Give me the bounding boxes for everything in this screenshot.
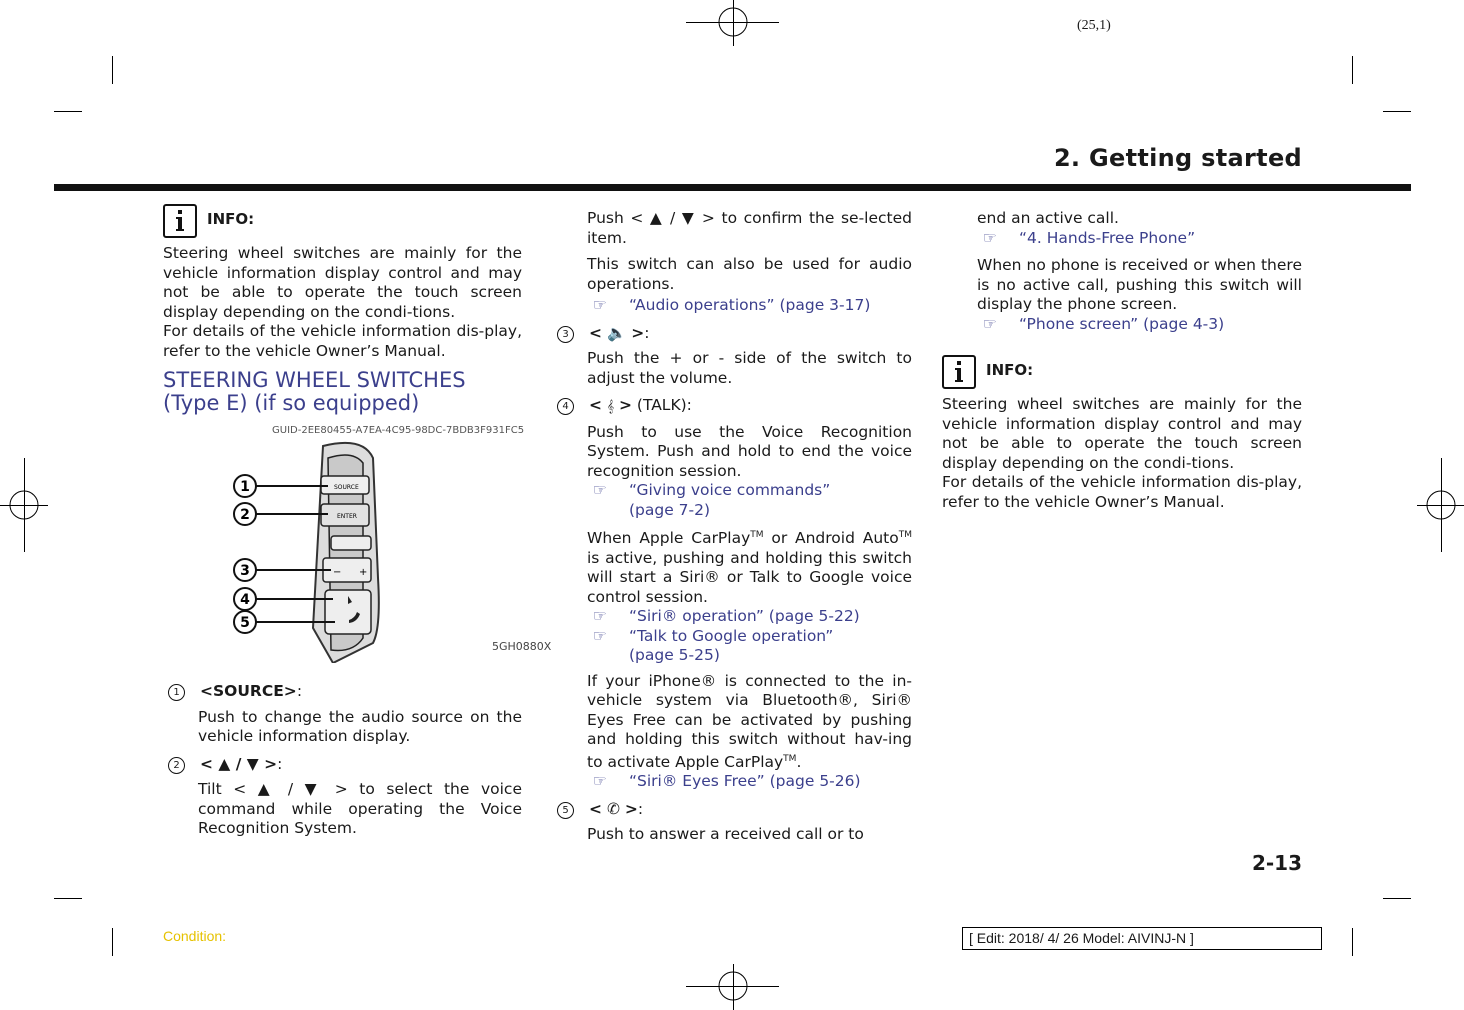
ref-text: “Siri® operation” (page 5-22) [629,607,860,626]
page-reference: (25,1) [1077,18,1111,33]
number-badge: 5 [557,802,574,819]
page-number: 2-13 [1251,851,1302,875]
list-item-4 [562,396,912,417]
item-description: Push to change the audio source on the vehicle information display. [198,707,522,745]
pointing-hand-icon: ☞ [593,296,607,314]
info-text: Steering wheel switches are mainly for the vehicle information display control and may not be able to operate the touch screen display depending on the condi-tions. [163,244,522,321]
info-text: For details of the vehicle information dis-play, refer to the vehicle Owner’s Manual. [942,473,1302,511]
paragraph: Push < ▲ / ▼ > to confirm the se-lected item. [587,209,912,247]
pointing-hand-icon: ☞ [983,228,997,247]
list-item-5 [562,799,912,820]
condition-label: Condition: [163,928,227,944]
item-description: Tilt < ▲ / ▼ > to select the voice command while operating the Voice Recognition System. [198,780,522,837]
right-column [977,209,1302,342]
paragraph: When Apple CarPlay™ or Android Auto™ is active, pushing and holding this switch will start a Siri® or Talk to Google voice control session. [587,529,912,606]
svg-text:5: 5 [240,615,250,631]
cross-reference[interactable] [587,627,912,666]
talk-icon: 𝄞 [606,399,615,413]
right-info-block [942,355,1302,512]
paragraph: When no phone is received or when there is no active call, pushing this switch will display the phone screen. [977,256,1302,313]
cross-reference[interactable] [587,296,912,316]
pointing-hand-icon: ☞ [593,481,607,499]
item-description: Push the + or - side of the switch to adjust the volume. [587,349,912,387]
item-suffix: : [296,682,303,700]
paragraph: This switch can also be used for audio operations. [587,255,912,293]
section-heading: STEERING WHEEL SWITCHES (Type E) (if so equipped) [163,368,466,415]
left-column [163,204,522,415]
item-label: < [589,799,602,818]
item-label: < [589,396,602,414]
ref-page: (page 5-25) [629,646,720,665]
ref-text: “Audio operations” (page 3-17) [629,296,871,314]
item-suffix: : [277,754,283,773]
number-badge: 1 [168,684,185,701]
list-item-3 [562,323,912,344]
svg-text:3: 3 [240,563,250,579]
list-item-2 [173,754,522,775]
cross-reference[interactable] [977,315,1302,335]
number-badge: 4 [557,398,574,415]
section-title: 2. Getting started [1053,144,1302,172]
number-badge: 3 [557,326,574,343]
ref-page: (page 7-2) [629,500,711,519]
item-label: <SOURCE> [200,682,297,700]
edit-info: [ Edit: 2018/ 4/ 26 Model: AIVINJ-N ] [962,927,1322,950]
ref-text: “Phone screen” (page 4-3) [1019,314,1225,333]
pointing-hand-icon: ☞ [983,314,997,333]
cross-reference[interactable] [587,772,912,792]
svg-text:2: 2 [240,507,250,523]
item-description: Push to use the Voice Recognition System. Push and hold to end the voice recognition session. [587,422,912,480]
item-suffix: : [644,323,650,342]
left-items [173,674,522,846]
svg-text:1: 1 [240,479,250,495]
phone-icon: ✆ [606,799,620,818]
volume-icon: 🔈 [606,323,627,342]
ref-text: “Siri® Eyes Free” (page 5-26) [629,772,861,791]
middle-column [562,209,912,852]
figure-label-source: SOURCE [334,484,359,491]
pointing-hand-icon: ☞ [593,607,607,626]
item-description: Push to answer a received call or to [587,825,864,844]
info-label: INFO: [986,361,1034,379]
item-label: < ▲ / ▼ > [200,754,278,773]
info-block [163,204,522,238]
figure-label-plus: + [359,567,368,578]
ref-text: “Talk to Google operation” [629,626,834,645]
pointing-hand-icon: ☞ [593,626,607,645]
cross-reference[interactable] [587,607,912,627]
paragraph: end an active call. [977,209,1119,227]
list-item-1 [173,682,522,702]
ref-text: “4. Hands-Free Phone” [1019,228,1196,247]
header-rule [54,184,1411,191]
info-text: For details of the vehicle information dis-play, refer to the vehicle Owner’s Manual. [163,322,522,360]
ref-text: “Giving voice commands” [629,481,831,499]
svg-text:4: 4 [240,592,250,608]
figure-label-minus: − [333,567,342,578]
info-block [942,355,1302,389]
item-suffix: : [637,799,644,818]
info-label: INFO: [207,210,255,228]
figure-label-enter: ENTER [337,513,357,520]
cross-reference[interactable] [977,229,1302,249]
number-badge: 2 [168,757,185,774]
item-label-end: > [618,396,632,414]
info-icon [163,204,197,238]
item-label: < [589,323,602,342]
info-icon [942,355,976,389]
pointing-hand-icon: ☞ [593,772,607,791]
item-suffix: (TALK): [631,396,692,414]
paragraph: If your iPhone® is connected to the in-vehicle system via Bluetooth®, Siri® Eyes Free can be activated by pushing and holding this switch without hav-ing to activate Apple CarPlay™. [587,671,912,771]
info-text: Steering wheel switches are mainly for the vehicle information display control and may not be able to operate the touch screen display depending on the condi-tions. [942,395,1302,472]
item-label-end: > [624,799,638,818]
guid-code: GUID-2EE80455-A7EA-4C95-98DC-7BDB3F931FC5 [272,425,525,436]
figure-code: 5GH0880X [492,640,552,653]
steering-switch-figure [213,438,443,663]
item-label-end: > [631,323,645,342]
cross-reference[interactable] [587,481,912,520]
